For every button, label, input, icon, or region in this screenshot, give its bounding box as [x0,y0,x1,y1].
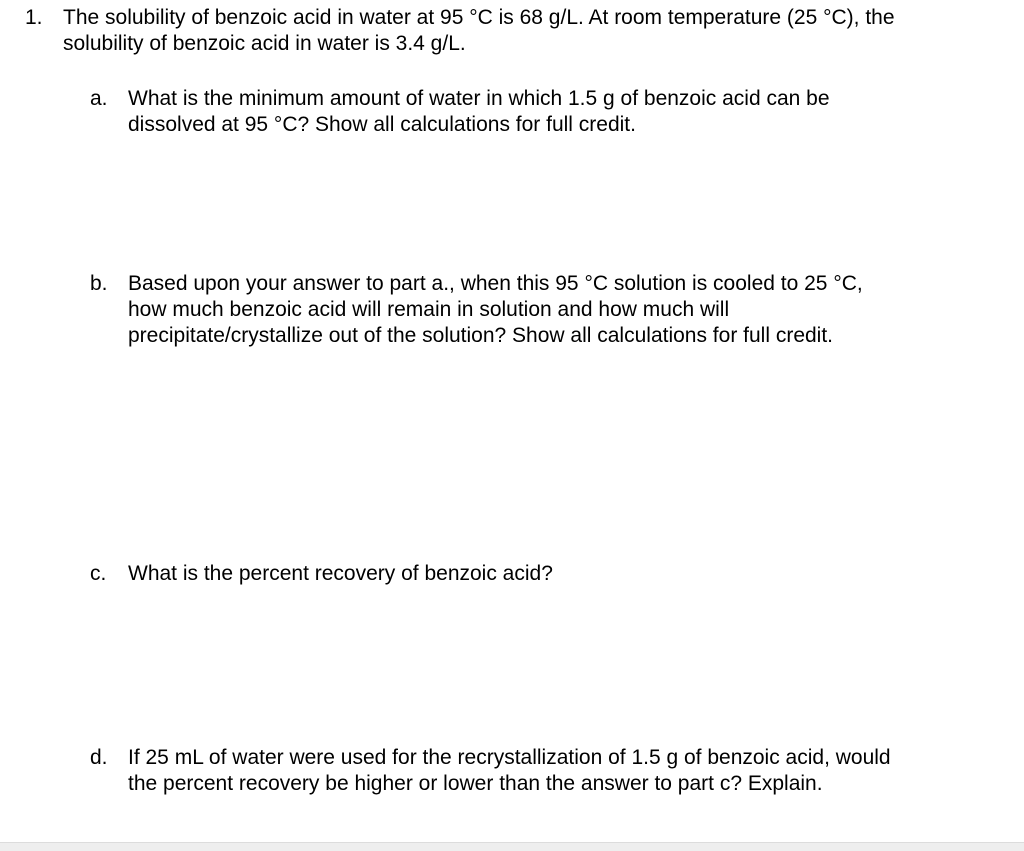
part-b-letter: b. [90,272,108,295]
question-line-1: The solubility of benzoic acid in water at 95 °C is 68 g/L. At room temperature (25 °C), the [63,6,895,29]
part-c-letter: c. [90,562,107,585]
question-line-2: solubility of benzoic acid in water is 3.4 g/L. [63,32,466,55]
part-b-line-3: precipitate/crystallize out of the solution? Show all calculations for full credit. [128,324,834,347]
part-b-line-1: Based upon your answer to part a., when this 95 °C solution is cooled to 25 °C, [128,272,863,295]
question-text [63,5,1013,57]
part-c-text [128,561,988,587]
part-a-line-1: What is the minimum amount of water in which 1.5 g of benzoic acid can be [128,87,830,110]
part-d-line-2: the percent recovery be higher or lower than the answer to part c? Explain. [128,772,823,795]
part-d-letter: d. [90,746,108,769]
question-number: 1. [25,6,43,29]
part-a-line-2: dissolved at 95 °C? Show all calculations for full credit. [128,113,636,136]
part-d-line-1: If 25 mL of water were used for the recrystallization of 1.5 g of benzoic acid, would [128,746,891,769]
part-a-text [128,86,988,138]
part-c-line-1: What is the percent recovery of benzoic acid? [128,562,553,585]
part-d-text [128,745,988,797]
part-b-line-2: how much benzoic acid will remain in solution and how much will [128,298,730,321]
part-a-letter: a. [90,87,108,110]
part-b-text [128,271,988,349]
